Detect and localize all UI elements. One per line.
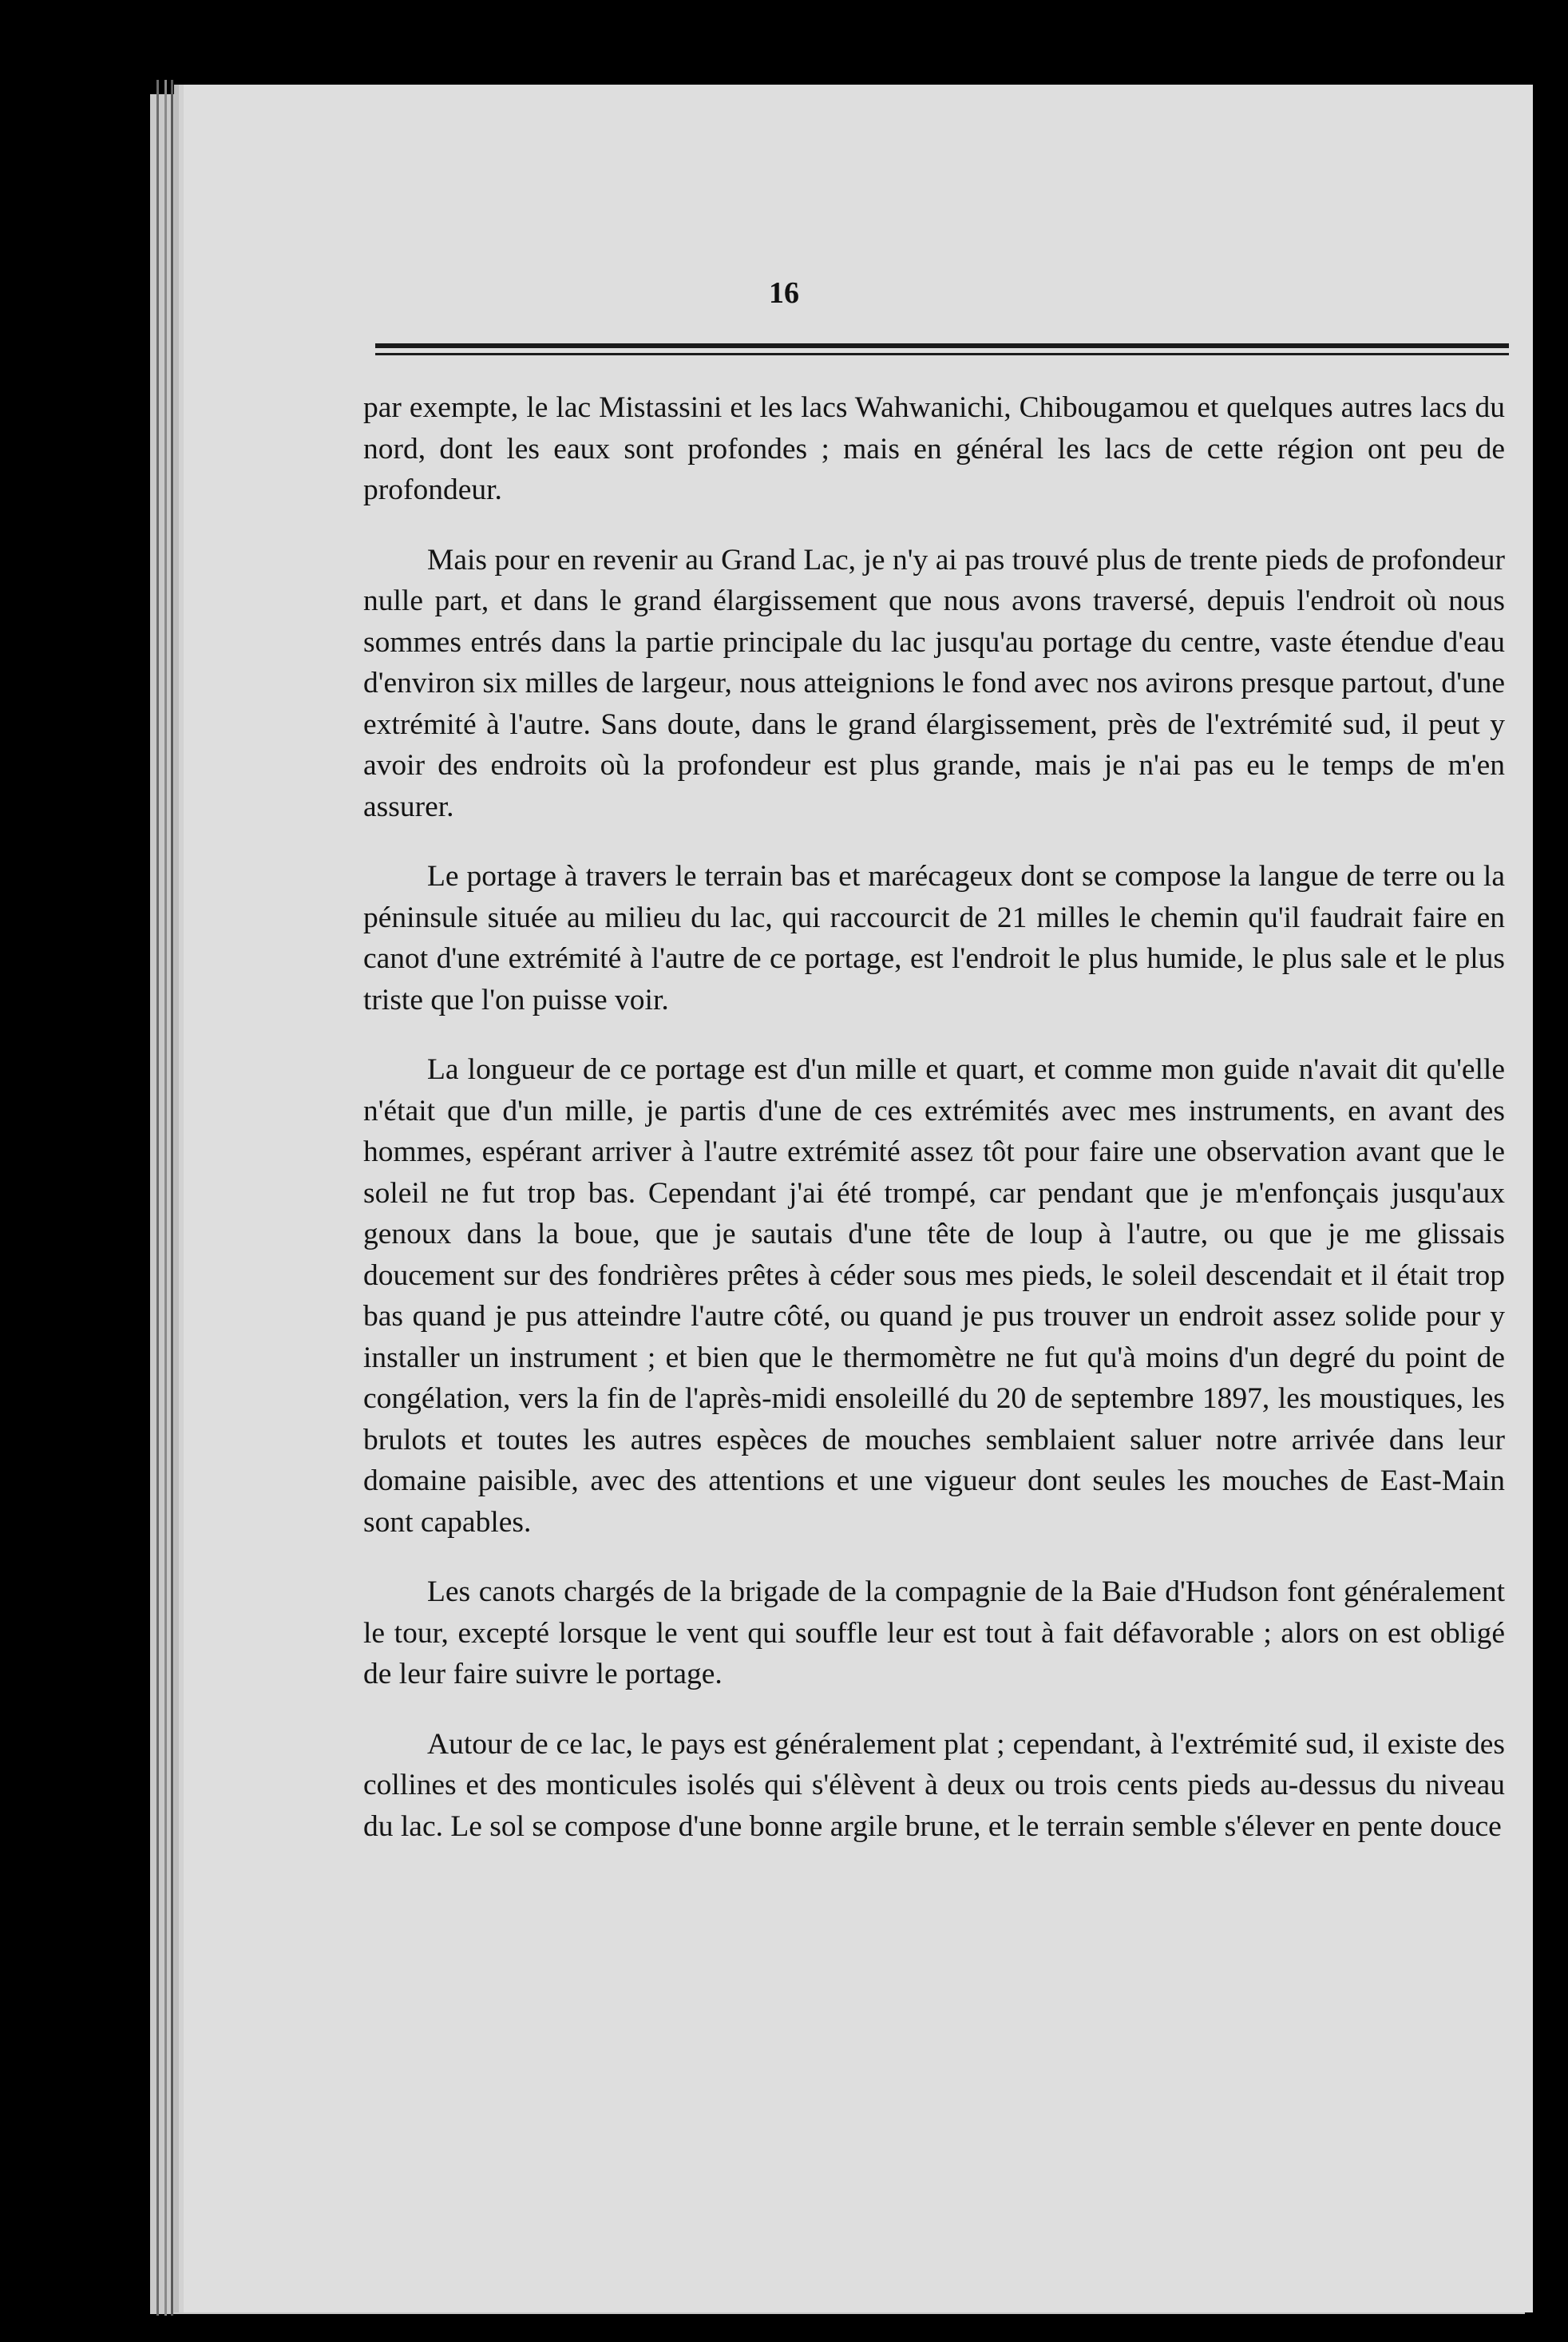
paragraph: par exempte, le lac Mistassini et les lacs Wahwanichi, Chibougamou et quelques autres lacs du nord, dont les eaux sont profondes ; mais en général les lacs de cette région ont peu de profondeur.	[363, 391, 1505, 506]
paragraph: Les canots chargés de la brigade de la compagnie de la Baie d'Hudson font généralement le tour, excepté lorsque le vent qui souffle leur est tout à fait défavorable ; alors on est obligé de leur faire suivre le portage.	[363, 1575, 1505, 1690]
spine-line	[164, 80, 167, 2316]
header-rule	[375, 343, 1509, 348]
spine-line	[171, 80, 173, 2316]
body-text	[363, 387, 1505, 1847]
header-rule-thin	[375, 353, 1509, 355]
paragraph: La longueur de ce portage est d'un mille et quart, et comme mon guide n'avait dit qu'elle n'était que d'un mille, je partis d'une de ces extrémités avec mes instruments, en avant des hommes, espérant arriver à l'autre extrémité assez tôt pour faire une observation avant que le soleil ne fut trop bas. Cependant j'ai été trompé, car pendant que je m'enfonçais jusqu'aux genoux dans la boue, que je sautais d'une tête de loup à l'autre, ou que je me glissais doucement sur des fondrières prêtes à céder sous mes pieds, le soleil descendait et il était trop bas quand je pus atteindre l'autre côté, ou quand je pus trouver un endroit assez solide pour y installer un instrument ; et bien que le thermomètre ne fut qu'à moins d'un degré du point de congélation, vers la fin de l'après-midi ensoleillé du 20 de septembre 1897, les moustiques, les brulots et toutes les autres espèces de mouches semblaient saluer notre arrivée dans leur domaine paisible, avec des attentions et une vigueur dont seules les mouches de East-Main sont capables.	[363, 1053, 1505, 1539]
paragraph: Autour de ce lac, le pays est généralement plat ; cependant, à l'extrémité sud, il existe des collines et des monticules isolés qui s'élèvent à deux ou trois cents pieds au-dessus du niveau du lac. Le sol se compose d'une bonne argile brune, et le terrain semble s'élever en pente douce	[363, 1727, 1505, 1843]
paragraph: Mais pour en revenir au Grand Lac, je n'y ai pas trouvé plus de trente pieds de profondeur nulle part, et dans le grand élargissement que nous avons traversé, depuis l'endroit où nous sommes entrés dans la partie principale du lac jusqu'au portage du centre, vaste étendue d'eau d'environ six milles de largeur, nous atteignions le fond avec nos avirons presque partout, d'une extrémité à l'autre. Sans doute, dans le grand élargissement, près de l'extrémité sud, il peut y avoir des endroits où la profondeur est plus grande, mais je n'ai pas eu le temps de m'en assurer.	[363, 543, 1505, 823]
spine-line	[156, 80, 159, 2316]
paragraph: Le portage à travers le terrain bas et marécageux dont se compose la langue de terre ou la péninsule située au milieu du lac, qui raccourcit de 21 milles le chemin qu'il faudrait faire en canot d'une extrémité à l'autre de ce portage, est l'endroit le plus humide, le plus sale et le plus triste que l'on puisse voir.	[363, 860, 1505, 1016]
page-number: 16	[769, 276, 799, 310]
